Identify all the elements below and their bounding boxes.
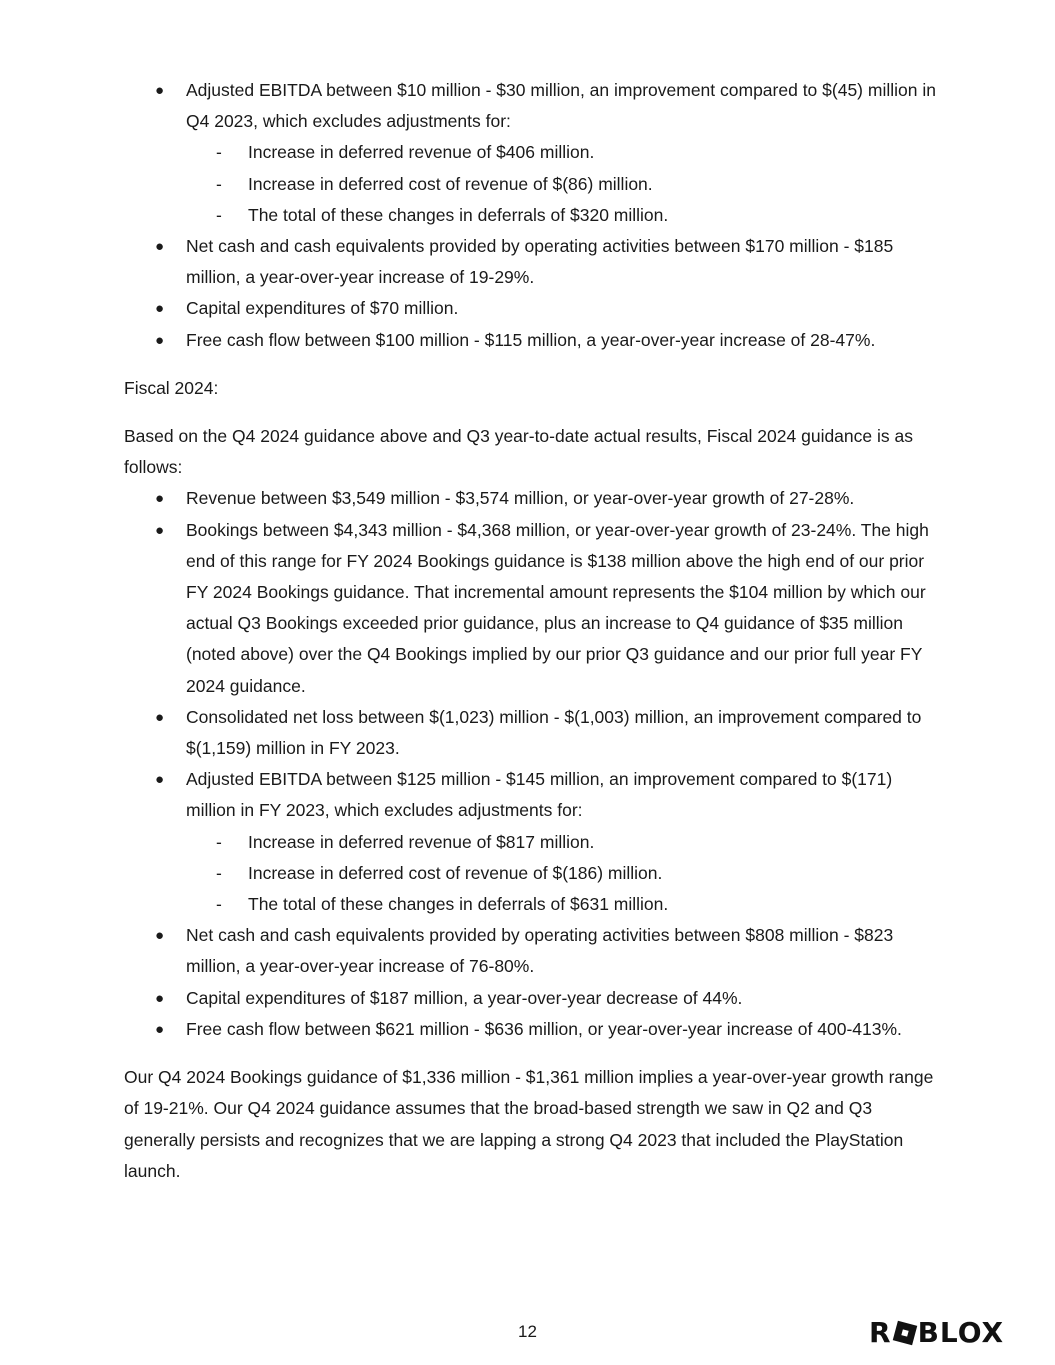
bullet-icon: ● — [155, 331, 165, 349]
list-item-text: Free cash flow between $100 million - $115 million, a year-over-year increase of 28-47%. — [186, 329, 876, 350]
list-item — [124, 920, 936, 982]
sub-list-item — [186, 858, 936, 889]
sub-list-item-text: Increase in deferred cost of revenue of $(186) million. — [248, 862, 663, 883]
list-item-text: Capital expenditures of $70 million. — [186, 298, 459, 319]
fiscal-guidance-list — [124, 483, 936, 1045]
bullet-icon: ● — [155, 300, 165, 318]
list-item — [124, 231, 936, 293]
bullet-icon: ● — [155, 1020, 165, 1038]
list-item-text: Bookings between $4,343 million - $4,368 million, or year-over-year growth of 23-24%. The high end of this range for FY 2024 Bookings guidance is $138 million above the high end of our prior FY 2024 Bookings guidance. That incremental amount represents the $104 million by which our actual Q3 Bookings exceeded prior guidance, plus an increase to Q4 guidance of $35 million (noted above) over the Q4 Bookings implied by our prior Q3 guidance and our prior full year FY 2024 guidance. — [186, 519, 929, 696]
list-item — [124, 983, 936, 1014]
list-item-text: Net cash and cash equivalents provided by operating activities between $170 million - $185 million, a year-over-year increase of 19-29%. — [186, 236, 894, 288]
dash-icon: - — [216, 831, 222, 852]
q4-guidance-list — [124, 75, 936, 356]
bullet-icon: ● — [155, 238, 165, 256]
sub-list-item — [186, 200, 936, 231]
list-item — [124, 75, 936, 231]
list-item — [124, 764, 936, 920]
list-item-text: Free cash flow between $621 million - $636 million, or year-over-year increase of 400-413%. — [186, 1018, 902, 1039]
list-item-text: Adjusted EBITDA between $125 million - $145 million, an improvement compared to $(171) million in FY 2023, which excludes adjustments for: — [186, 769, 893, 821]
sub-list — [186, 827, 936, 921]
list-item — [124, 293, 936, 324]
dash-icon: - — [216, 142, 222, 163]
dash-icon: - — [216, 204, 222, 225]
bullet-icon: ● — [155, 82, 165, 99]
bullet-icon: ● — [155, 708, 165, 726]
sub-list-item-text: Increase in deferred revenue of $817 million. — [248, 831, 595, 852]
dash-icon: - — [216, 894, 222, 915]
list-item — [124, 515, 936, 702]
list-item-text: Net cash and cash equivalents provided by operating activities between $808 million - $823 million, a year-over-year increase of 76-80%. — [186, 925, 894, 977]
bullet-icon: ● — [155, 927, 165, 945]
sub-list-item-text: The total of these changes in deferrals of $631 million. — [248, 894, 669, 915]
sub-list-item-text: The total of these changes in deferrals of $320 million. — [248, 204, 669, 225]
bullet-icon: ● — [155, 771, 165, 789]
page-number: 12 — [518, 1322, 537, 1341]
bullet-icon: ● — [155, 989, 165, 1007]
list-item — [124, 1014, 936, 1045]
logo-letter: R — [869, 1316, 892, 1350]
list-item — [124, 325, 936, 356]
dash-icon: - — [216, 173, 222, 194]
list-item — [124, 702, 936, 764]
list-item-text: Capital expenditures of $187 million, a year-over-year decrease of 44%. — [186, 987, 743, 1008]
list-item — [124, 483, 936, 514]
list-item-text: Revenue between $3,549 million - $3,574 million, or year-over-year growth of 27-28%. — [186, 488, 855, 509]
list-item-text: Adjusted EBITDA between $10 million - $30 million, an improvement compared to $(45) million in Q4 2023, which excludes adjustments for: — [186, 80, 936, 132]
sub-list-item-text: Increase in deferred cost of revenue of $(86) million. — [248, 173, 653, 194]
sub-list — [186, 137, 936, 231]
logo-letters: BLOX — [917, 1316, 1005, 1350]
sub-list-item — [186, 889, 936, 920]
sub-list-item — [186, 137, 936, 168]
closing-paragraph: Our Q4 2024 Bookings guidance of $1,336 million - $1,361 million implies a year-over-year growth range of 19-21%. Our Q4 2024 guidance assumes that the broad-based strength we saw in Q2 and Q3 generally persists and recognizes that we are lapping a strong Q4 2023 that included the PlayStation launch. — [124, 1067, 934, 1181]
sub-list-item — [186, 827, 936, 858]
sub-list-item — [186, 169, 936, 200]
sub-list-item-text: Increase in deferred revenue of $406 million. — [248, 142, 595, 163]
dash-icon: - — [216, 862, 222, 883]
bullet-icon: ● — [155, 490, 165, 508]
document-body — [124, 75, 936, 1187]
list-item-text: Consolidated net loss between $(1,023) million - $(1,003) million, an improvement compared to $(1,159) million in FY 2023. — [186, 706, 922, 759]
bullet-icon: ● — [155, 521, 165, 539]
section-heading: Fiscal 2024: — [124, 377, 219, 398]
roblox-tilted-square-icon — [892, 1321, 916, 1345]
roblox-logo — [869, 1316, 1004, 1350]
intro-paragraph: Based on the Q4 2024 guidance above and Q3 year-to-date actual results, Fiscal 2024 guidance is as follows: — [124, 426, 913, 478]
